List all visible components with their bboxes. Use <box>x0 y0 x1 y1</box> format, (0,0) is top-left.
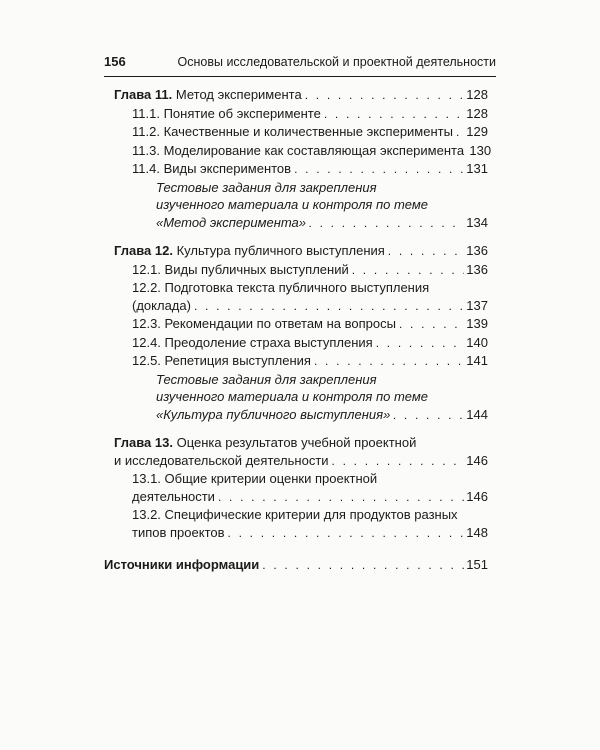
header-rule <box>104 76 496 77</box>
leader-dots <box>314 353 464 371</box>
toc-chapter-11[interactable] <box>104 86 488 105</box>
section-title: Специфические критерии для продуктов разных <box>164 507 458 522</box>
toc-test-11-line1: Тестовые задания для закрепления <box>156 179 377 195</box>
section-number: 12.2. <box>132 280 161 295</box>
toc-chapter-12[interactable] <box>104 242 488 261</box>
page-ref: 136 <box>466 261 488 277</box>
section-title: Виды публичных выступлений <box>164 261 349 277</box>
toc-section-11-3[interactable] <box>104 142 492 161</box>
leader-dots <box>332 453 464 471</box>
section-number: 12.4. <box>132 334 161 350</box>
section-number: 13.2. <box>132 507 161 522</box>
section-title: Качественные и количественные эксперименты <box>163 124 453 139</box>
leader-dots <box>194 298 464 316</box>
chapter-label: Глава 13. <box>114 435 173 450</box>
leader-dots <box>352 262 464 280</box>
leader-dots <box>324 106 464 124</box>
page-ref: 128 <box>466 87 488 102</box>
leader-dots <box>262 557 464 575</box>
section-number: 11.3. <box>132 142 160 158</box>
leader-dots <box>305 87 464 105</box>
section-number: 11.2. <box>132 124 160 139</box>
toc-section-12-5[interactable] <box>104 352 488 371</box>
toc-test-12-line2: изученного материала и контроля по теме <box>156 389 429 404</box>
page-ref: 139 <box>466 316 488 331</box>
section-title-cont: типов проектов <box>132 524 225 540</box>
section-number: 11.1. <box>132 105 160 121</box>
section-title-cont: деятельности <box>132 488 215 504</box>
toc-section-13-1-line1[interactable] <box>104 470 488 488</box>
section-title: Подготовка текста публичного выступления <box>164 280 430 295</box>
page-ref: 140 <box>466 334 488 350</box>
toc-test-11[interactable] <box>104 214 488 233</box>
toc-section-13-2[interactable] <box>104 524 488 543</box>
page-ref: 136 <box>466 243 488 258</box>
chapter-title: Культура публичного выступления <box>176 243 385 258</box>
test-title: «Метод эксперимента» <box>156 214 307 230</box>
toc-section-11-1[interactable] <box>104 105 488 124</box>
section-number: 13.1. <box>132 471 161 486</box>
toc-section-11-4[interactable] <box>104 160 488 179</box>
toc-section-12-1[interactable] <box>104 261 488 280</box>
leader-dots <box>456 124 464 142</box>
test-title: «Культура публичного выступления» <box>156 406 391 422</box>
toc-section-12-3[interactable] <box>104 315 488 334</box>
section-title: Рекомендации по ответам на вопросы <box>164 316 396 331</box>
leader-dots <box>393 407 464 425</box>
section-title: Преодоление страха выступления <box>164 334 373 350</box>
table-of-contents <box>104 86 492 575</box>
spacer <box>104 424 488 434</box>
leader-dots <box>388 243 464 261</box>
leader-dots <box>294 161 464 179</box>
chapter-title: Метод эксперимента <box>175 87 302 102</box>
toc-section-13-2-line1[interactable] <box>104 506 488 524</box>
section-title: Виды экспериментов <box>163 161 292 176</box>
page-ref: 146 <box>466 452 488 468</box>
page-ref: 148 <box>466 524 488 540</box>
toc-chapter-13[interactable] <box>104 452 488 471</box>
section-title: Понятие об эксперименте <box>163 105 321 121</box>
page-header <box>104 54 496 69</box>
page-ref: 146 <box>466 488 488 504</box>
toc-section-11-2[interactable] <box>104 123 488 142</box>
toc-section-12-2[interactable] <box>104 297 488 316</box>
section-title: Репетиция выступления <box>164 353 311 368</box>
chapter-title-cont: и исследовательской деятельности <box>114 452 329 468</box>
section-number: 12.5. <box>132 353 161 368</box>
page-ref: 131 <box>466 161 488 176</box>
toc-sources[interactable] <box>104 556 488 575</box>
chapter-title: Оценка результатов учебной проектной <box>176 435 417 450</box>
section-number: 12.3. <box>132 316 161 331</box>
page-ref: 130 <box>469 142 492 158</box>
toc-section-12-2-line1[interactable] <box>104 279 488 297</box>
spacer <box>104 542 488 556</box>
toc-section-13-1[interactable] <box>104 488 488 507</box>
chapter-label: Глава 12. <box>114 243 173 258</box>
leader-dots <box>228 525 464 543</box>
toc-test-12-line1: Тестовые задания для закрепления <box>156 371 377 387</box>
page-ref: 141 <box>466 353 488 368</box>
page-ref: 129 <box>466 124 488 139</box>
running-title: Основы исследовательской и проектной деятельности <box>177 55 496 69</box>
section-number: 11.4. <box>132 161 160 176</box>
section-title-cont: (доклада) <box>132 297 191 313</box>
page-ref: 151 <box>466 557 488 572</box>
section-title: Общие критерии оценки проектной <box>164 471 378 486</box>
section-title: Моделирование как составляющая эксперимента <box>163 142 465 158</box>
leader-dots <box>399 316 464 334</box>
sources-title: Источники информации <box>104 557 260 572</box>
leader-dots <box>309 215 464 233</box>
spacer <box>104 232 488 242</box>
leader-dots <box>218 489 464 507</box>
chapter-label: Глава 11. <box>114 87 173 102</box>
toc-test-11-line2: изученного материала и контроля по теме <box>156 197 429 212</box>
page-ref: 144 <box>466 406 488 422</box>
page-ref: 134 <box>466 214 488 230</box>
section-number: 12.1. <box>132 261 161 277</box>
page-number: 156 <box>104 54 126 69</box>
page-ref: 137 <box>466 297 488 313</box>
toc-section-12-4[interactable] <box>104 334 488 353</box>
leader-dots <box>376 335 464 353</box>
toc-test-12[interactable] <box>104 406 488 425</box>
toc-chapter-13-line1[interactable] <box>104 434 488 452</box>
page-ref: 128 <box>466 105 488 121</box>
